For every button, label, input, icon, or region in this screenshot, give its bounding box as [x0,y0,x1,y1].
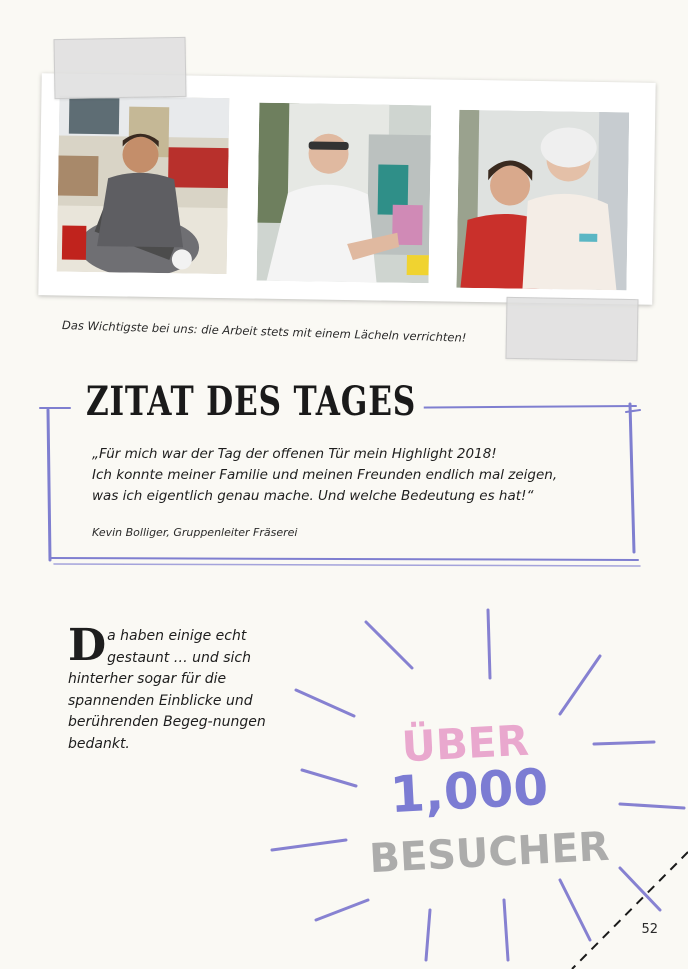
page-number: 52 [641,922,658,937]
intro-text: a haben einige echt gestaunt … und sich hinterher sogar für die spannenden Einblicke und berührenden Begeg-nungen bedankt. [68,628,266,752]
photo-caption: Das Wichtigste bei uns: die Arbeit stets mit einem Lächeln verrichten! [61,318,467,345]
quote-line: „Für mich war der Tag der offenen Tür mein Highlight 2018! [92,446,497,462]
quote-heading: ZITAT DES TAGES [86,378,424,425]
visitors-line-1: ÜBER [400,715,531,772]
quote-author: Kevin Bolliger, Gruppenleiter Fräserei [92,526,298,539]
visitors-line-3: BESUCHER [368,823,611,883]
quote-line: Ich konnte meiner Familie und meinen Freunden endlich mal zeigen, [92,467,558,483]
drop-cap: D [68,620,107,671]
quote-line: was ich eigentlich genau mache. Und welche Bedeutung es hat!“ [92,488,534,504]
visitors-line-2: 1,000 [388,757,550,825]
